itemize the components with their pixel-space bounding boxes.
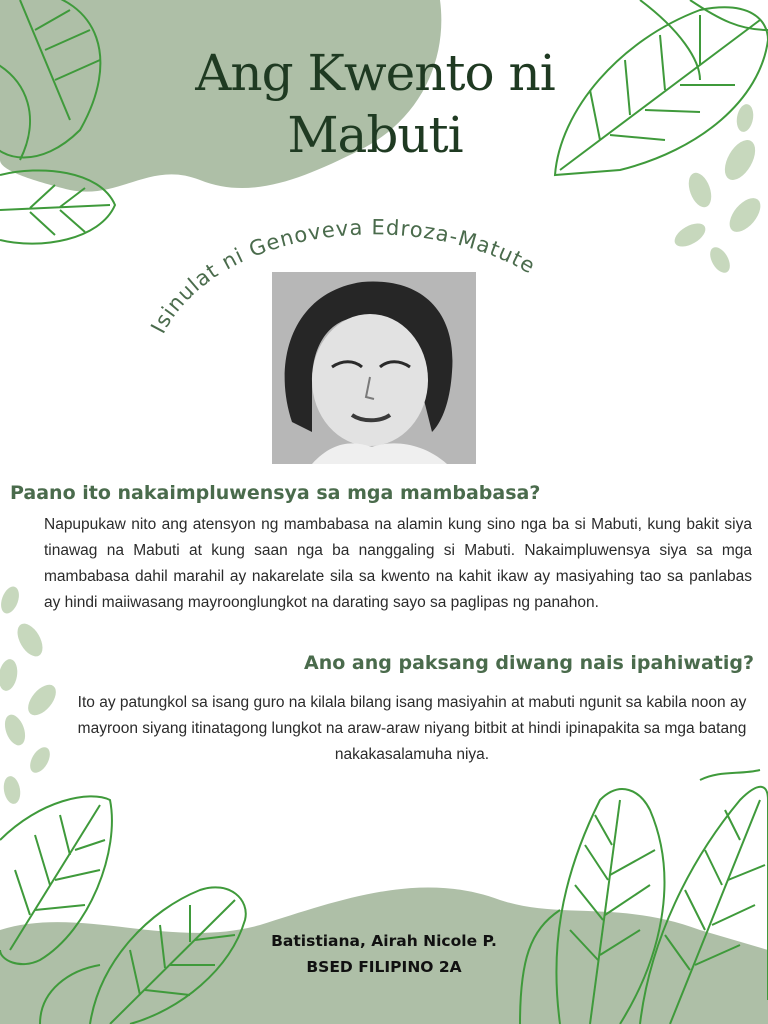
title-line-1: Ang Kwento ni: [195, 44, 555, 102]
author-credit: [200, 928, 568, 980]
section-heading-influence: Paano ito nakaimpluwensya sa mga mambabasa?: [10, 482, 541, 504]
byline-textpath: Isinulat ni Genoveva Edroza-Matute: [146, 215, 540, 338]
section-body-influence: Napupukaw nito ang atensyon ng mambabasa na alamin kung sino nga ba si Mabuti, kung bakit siya tinawag na Mabuti at kung saan nga ba nanggaling si Mabuti. Nakaimpluwensya siya sa mga mambabasa dahil marahil ay nakarelate sila sa kwento na kahit ikaw ay masiyahing tao sa panlabas ay hindi maiiwasang mayroonglungkot na darating sayo sa paglipas ng panahon.: [44, 516, 752, 611]
author-name: Batistiana, Airah Nicole P.: [271, 932, 497, 950]
author-portrait: [272, 272, 476, 464]
title-line-2: Mabuti: [287, 106, 463, 164]
author-course: BSED FILIPINO 2A: [306, 958, 462, 976]
section-heading-theme: Ano ang paksang diwang nais ipahiwatig?: [304, 652, 754, 674]
portrait-illustration: [272, 272, 476, 464]
section-body-theme: Ito ay patungkol sa isang guro na kilala bilang isang masiyahin at mabuti ngunit sa kabila noon ay mayroon siyang itinatagong lungkot na araw-araw niyang bitbit at hindi ipinapakita sa mga batang nakakasalamuha niya.: [77, 694, 747, 763]
